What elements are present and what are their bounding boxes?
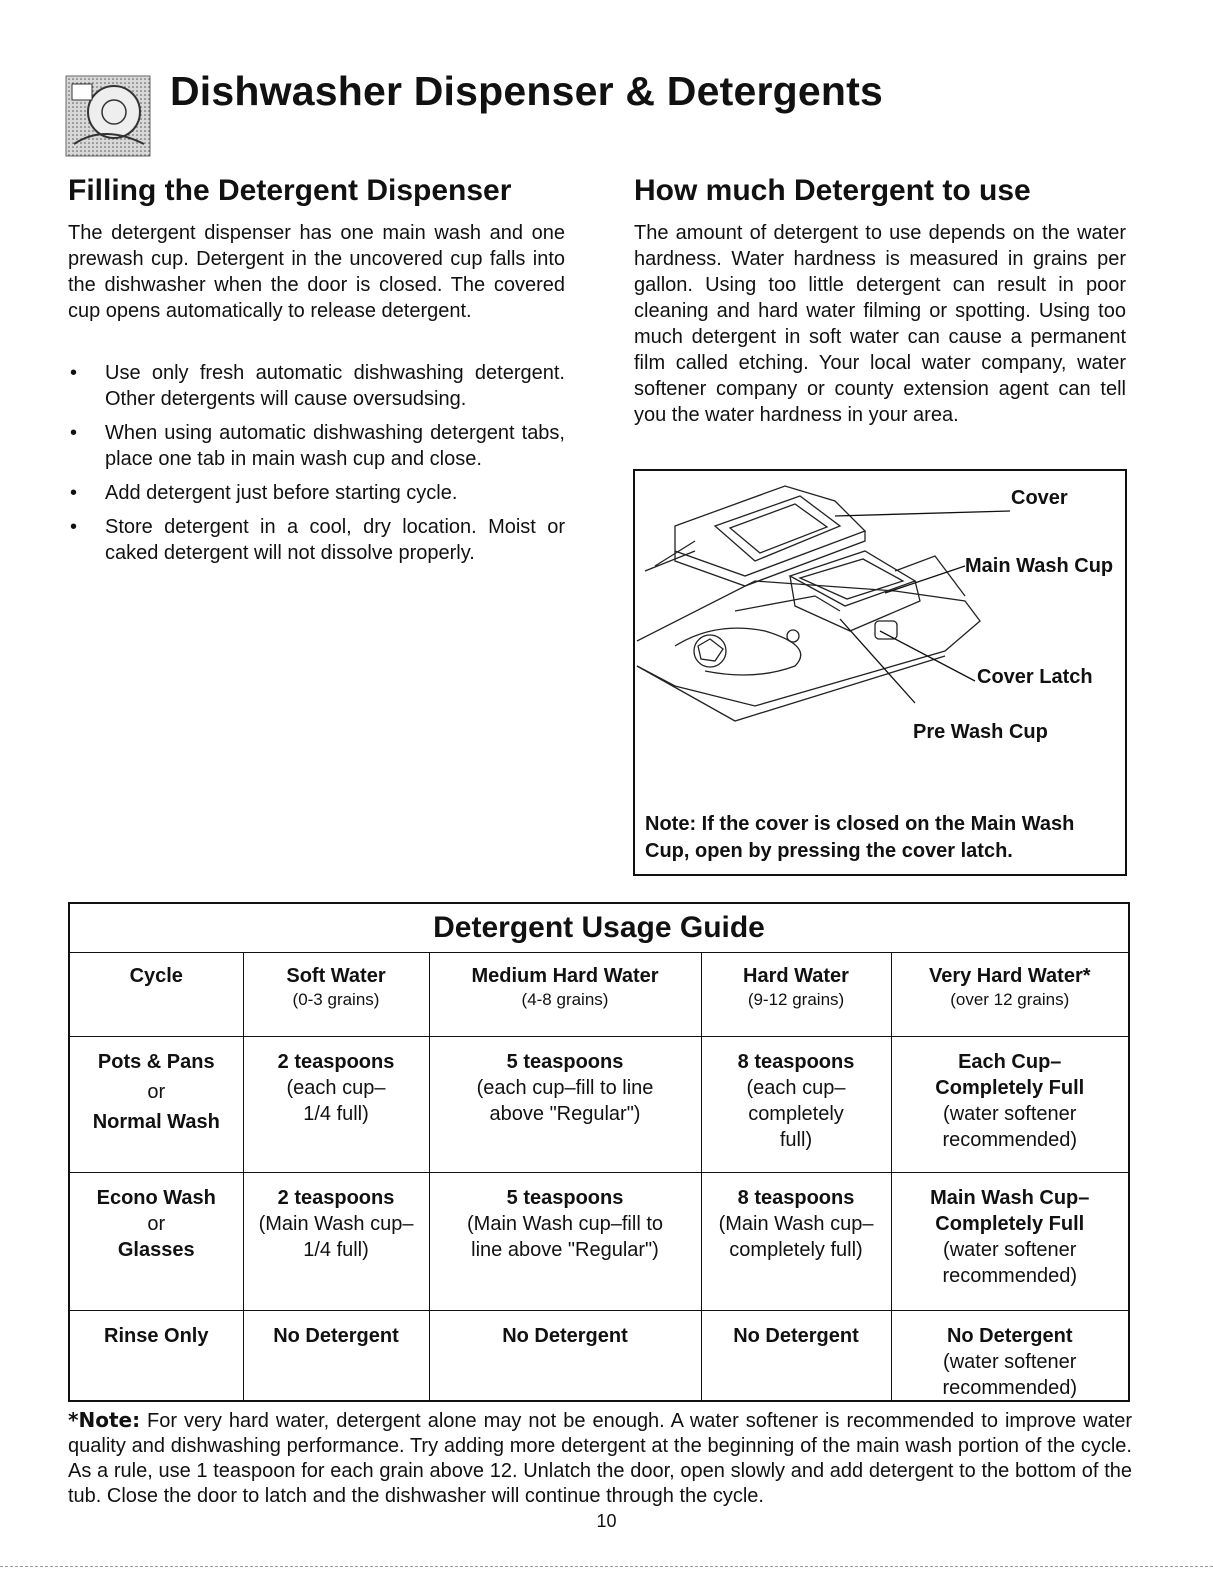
list-item bbox=[68, 480, 565, 506]
medium-water-cell: 5 teaspoons (each cup–fill to line above "Regular") bbox=[429, 1037, 701, 1173]
dishwasher-icon bbox=[64, 74, 152, 158]
right-heading: How much Detergent to use bbox=[634, 174, 1031, 207]
very-hard-water-cell: Main Wash Cup– Completely Full (water softener recommended) bbox=[891, 1173, 1128, 1311]
pre-wash-cup-label: Pre Wash Cup bbox=[913, 721, 1048, 743]
table-row bbox=[70, 1037, 1128, 1173]
list-item bbox=[68, 360, 565, 412]
medium-water-cell: No Detergent bbox=[429, 1311, 701, 1402]
footnote-label: *Note: bbox=[68, 1408, 141, 1432]
cycle-cell: Econo Wash or Glasses bbox=[70, 1173, 243, 1311]
hard-water-cell: No Detergent bbox=[701, 1311, 891, 1402]
list-item bbox=[68, 514, 565, 566]
page-title: Dishwasher Dispenser & Detergents bbox=[170, 68, 883, 114]
detergent-usage-guide bbox=[68, 902, 1130, 1402]
left-paragraph: The detergent dispenser has one main wash and one prewash cup. Detergent in the uncovered cup falls into the dishwasher when the door is closed. The covered cup opens automatically to release detergent. bbox=[68, 222, 565, 322]
soft-water-cell: No Detergent bbox=[243, 1311, 429, 1402]
table-row bbox=[70, 1173, 1128, 1311]
very-hard-water-cell: Each Cup– Completely Full (water softener recommended) bbox=[891, 1037, 1128, 1173]
usage-guide-table bbox=[70, 904, 1128, 1401]
medium-water-cell: 5 teaspoons (Main Wash cup–fill to line above "Regular") bbox=[429, 1173, 701, 1311]
very-hard-water-cell: No Detergent (water softener recommended) bbox=[891, 1311, 1128, 1402]
table-row bbox=[70, 1311, 1128, 1402]
soft-water-cell: 2 teaspoons (each cup– 1/4 full) bbox=[243, 1037, 429, 1173]
footnote-text: For very hard water, detergent alone may not be enough. A water softener is recommended to improve water quality and dishwashing performance. Try adding more detergent at the beginning of the main wash portion of the cycle. As a rule, use 1 teaspoon for each grain above 12. Unlatch the door, open slowly and add detergent to the bottom of the tub. Close the door to latch and the dishwasher will continue through the cycle. bbox=[68, 1410, 1132, 1507]
hard-water-cell: 8 teaspoons (Main Wash cup– completely full) bbox=[701, 1173, 891, 1311]
cover-label: Cover bbox=[1011, 487, 1068, 509]
dispenser-illustration bbox=[635, 471, 1125, 801]
main-wash-cup-label: Main Wash Cup bbox=[965, 555, 1114, 577]
guide-title: Detergent Usage Guide bbox=[70, 904, 1128, 953]
bullet-icon: • bbox=[70, 482, 78, 504]
page-number: 10 bbox=[596, 1511, 617, 1531]
column-header: Medium Hard Water (4-8 grains) bbox=[429, 953, 701, 1037]
cover-latch-label: Cover Latch bbox=[977, 666, 1093, 688]
soft-water-cell: 2 teaspoons (Main Wash cup– 1/4 full) bbox=[243, 1173, 429, 1311]
figure-note: Note: If the cover is closed on the Main Wash Cup, open by pressing the cover latch. bbox=[645, 813, 1075, 862]
list-item-text: Add detergent just before starting cycle. bbox=[105, 482, 458, 504]
list-item-text: Store detergent in a cool, dry location. Moist or caked detergent will not dissolve properly. bbox=[105, 516, 565, 564]
list-item-text: Use only fresh automatic dishwashing detergent. Other detergents will cause oversudsing. bbox=[105, 362, 565, 410]
column-header: Hard Water (9-12 grains) bbox=[701, 953, 891, 1037]
footnote bbox=[68, 1408, 1132, 1509]
cycle-cell: Rinse Only bbox=[70, 1311, 243, 1402]
page-edge-divider bbox=[0, 1566, 1213, 1567]
list-item-text: When using automatic dishwashing detergent tabs, place one tab in main wash cup and close. bbox=[105, 422, 565, 470]
list-item bbox=[68, 420, 565, 472]
cycle-cell: Pots & Pans or Normal Wash bbox=[70, 1037, 243, 1173]
hard-water-cell: 8 teaspoons (each cup– completely full) bbox=[701, 1037, 891, 1173]
bullet-icon: • bbox=[70, 362, 78, 384]
right-paragraph: The amount of detergent to use depends on the water hardness. Water hardness is measured in grains per gallon. Using too little detergent can result in poor cleaning and hard water filming or spotting. Using too much detergent in soft water can cause a permanent film called etching. Your local water company, water softener company or county extension agent can tell you the water hardness in your area. bbox=[634, 222, 1126, 426]
column-header: Cycle bbox=[70, 953, 243, 1037]
table-header-row bbox=[70, 953, 1128, 1037]
bullet-icon: • bbox=[70, 422, 78, 444]
dispenser-figure bbox=[633, 469, 1127, 876]
column-header: Soft Water (0-3 grains) bbox=[243, 953, 429, 1037]
detergent-tips-list bbox=[68, 360, 565, 574]
column-header: Very Hard Water* (over 12 grains) bbox=[891, 953, 1128, 1037]
left-heading: Filling the Detergent Dispenser bbox=[68, 174, 512, 207]
bullet-icon: • bbox=[70, 516, 78, 538]
